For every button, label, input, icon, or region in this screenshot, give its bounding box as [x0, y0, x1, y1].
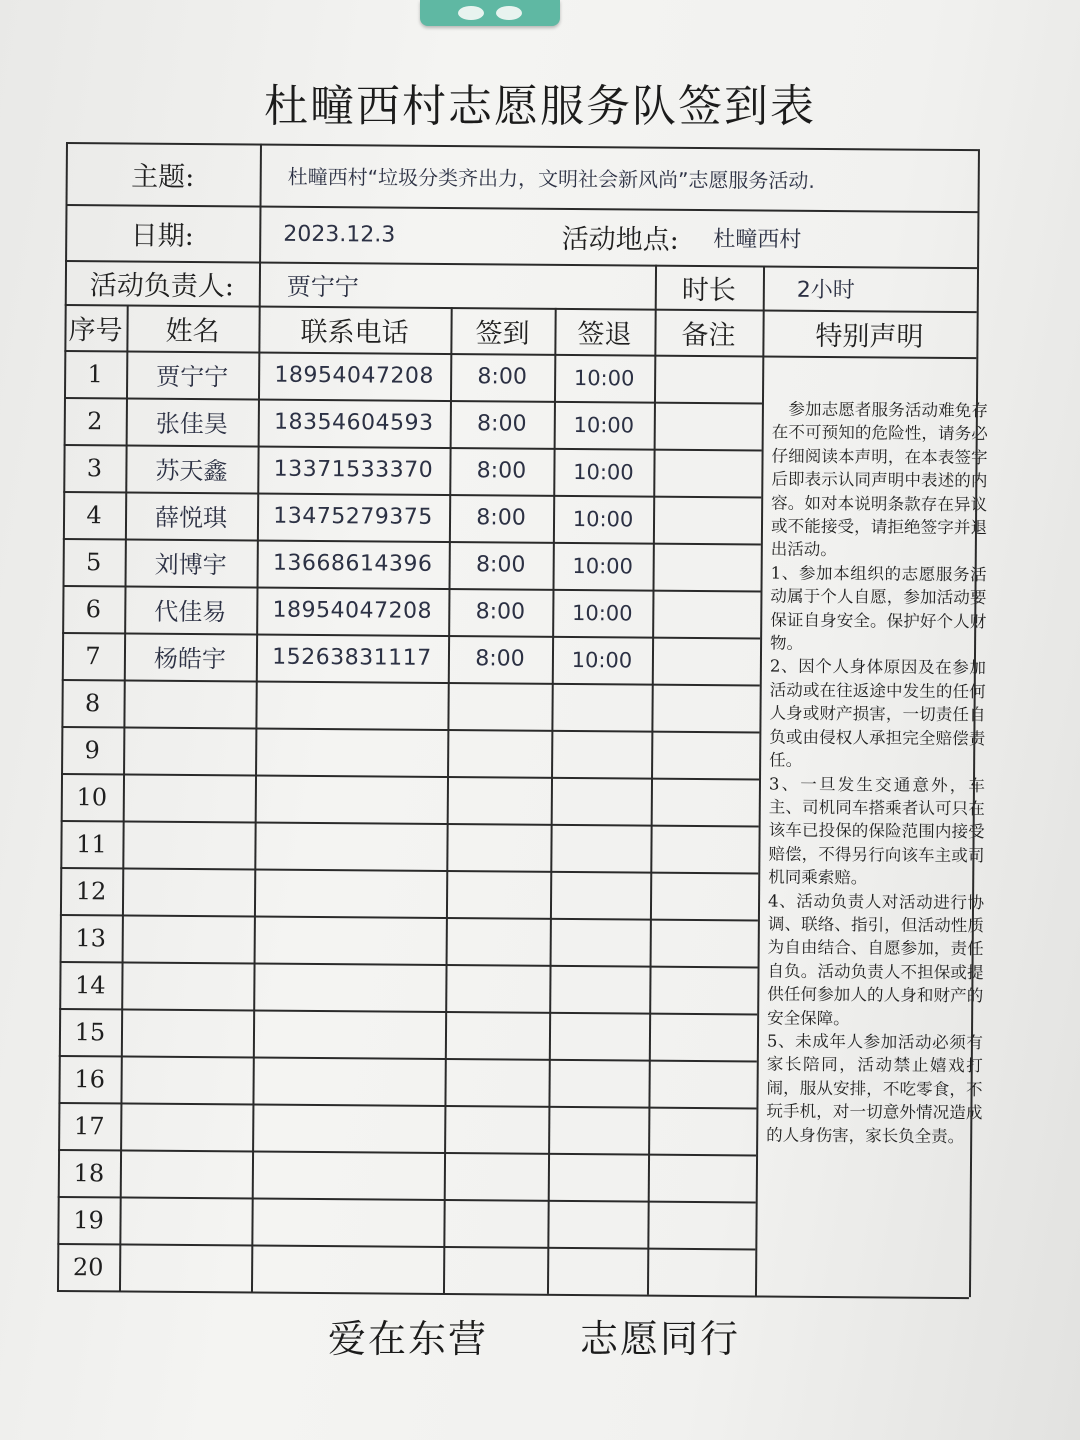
- row-number: 1: [87, 359, 103, 388]
- duration-divider-left: [655, 265, 657, 309]
- row-phone: 18954047208: [274, 362, 435, 389]
- row-name: 杨皓宇: [153, 644, 227, 674]
- row-phone: [251, 1244, 443, 1293]
- row-number: 18: [73, 1158, 105, 1187]
- row-signin: [445, 964, 549, 1012]
- duration-label: 时长: [681, 274, 736, 306]
- row-phone: [251, 1197, 443, 1246]
- row-signout: [550, 824, 650, 872]
- row-phone: [253, 962, 445, 1011]
- row-name: [123, 726, 255, 774]
- row-number: 7: [85, 641, 101, 670]
- form-title: 杜疃西村志愿服务队签到表: [264, 81, 816, 132]
- col-phone-header: 联系电话: [300, 316, 409, 349]
- row-signout: [547, 1200, 647, 1248]
- row-signout: [548, 1059, 648, 1107]
- row-name: [119, 1196, 251, 1244]
- row-signin: [447, 776, 551, 824]
- row-phone: 13475279375: [273, 503, 433, 530]
- duration-value: 2小时: [796, 277, 855, 303]
- row-phone: [252, 1150, 444, 1199]
- row-number: 9: [84, 735, 100, 764]
- row-name: [120, 1055, 252, 1103]
- row-signout: [547, 1247, 647, 1295]
- statement-paragraph: 5、未成年人参加活动必须有家长陪同，活动禁止嬉戏打闹，服从安排，不吃零食，不玩手机，对一切意外情况造成的人身伤害，家长负全责。: [766, 1031, 984, 1146]
- row-signin: 8:00: [476, 458, 527, 484]
- row-signout: 10:00: [572, 553, 634, 578]
- row-number: 6: [85, 594, 102, 623]
- row-signin: [444, 1105, 548, 1153]
- row-number: 12: [75, 876, 107, 905]
- row-phone: 13668614396: [272, 550, 433, 577]
- row-signout: 10:00: [573, 412, 635, 437]
- col-no-header: 序号: [68, 314, 123, 346]
- row-signout: [550, 871, 650, 919]
- row-name: 刘博宇: [154, 550, 227, 580]
- row-phone: [252, 1103, 444, 1152]
- theme-label: 主题:: [131, 161, 195, 193]
- row-signin: 8:00: [475, 646, 525, 672]
- statement-paragraph: 参加志愿者服务活动难免存在不可预知的危险性，请务必仔细阅读本声明，在本表签字后即表示认同声明中表述的内容。如对本说明条款存在异议或不能接受，请拒绝签字并退出活动。: [770, 399, 988, 560]
- row-phone: [255, 775, 447, 824]
- row-phone: 13371533370: [273, 456, 434, 483]
- column-rule: [755, 309, 765, 1295]
- row-phone: [255, 681, 447, 730]
- row-signout: [549, 965, 649, 1013]
- row-signout: [551, 683, 651, 731]
- row-number: 4: [86, 500, 102, 529]
- row-number: 3: [86, 453, 103, 482]
- row-phone: [255, 728, 447, 777]
- row-name: [120, 1149, 252, 1197]
- row-phone: 18954047208: [272, 597, 433, 624]
- row-number: 8: [84, 688, 101, 717]
- col-statement-header: 特别声明: [815, 320, 924, 353]
- row-number: 11: [76, 829, 107, 858]
- row-number: 17: [73, 1111, 105, 1140]
- statement-paragraph: 3、一旦发生交通意外，车主、司机同车搭乘者认可只在该车已投保的保险范围内接受赔偿，不得另行向该车主或司机同乘索赔。: [768, 774, 986, 888]
- location-value: 杜疃西村: [713, 226, 802, 253]
- row-phone: [254, 822, 446, 871]
- row-phone: [254, 869, 446, 918]
- row-signout: [551, 730, 651, 778]
- row-name: 苏天鑫: [155, 456, 228, 486]
- row-phone: 18354604593: [273, 409, 434, 436]
- col-signin-header: 签到: [475, 317, 530, 350]
- row-signout: 10:00: [571, 647, 633, 672]
- statement-paragraph: 1、参加本组织的志愿服务活动属于个人自愿，参加活动要保证自身安全。保护好个人财物。: [770, 563, 987, 653]
- label-divider: [259, 144, 262, 306]
- row-name: [121, 961, 253, 1009]
- row-signin: [446, 823, 550, 871]
- row-phone: [253, 1009, 445, 1058]
- date-label: 日期:: [130, 220, 194, 252]
- row-signout: [550, 918, 650, 966]
- row-signin: 8:00: [475, 599, 526, 625]
- row-signin: [446, 870, 550, 918]
- col-remark-header: 备注: [681, 319, 736, 351]
- row-name: [122, 820, 254, 868]
- col-name-header: 姓名: [165, 315, 220, 347]
- row-number: 10: [76, 782, 108, 811]
- row-name: 薛悦琪: [154, 503, 228, 533]
- row-name: [123, 679, 255, 727]
- row-name: [120, 1102, 252, 1150]
- row-signout: 10:00: [571, 600, 633, 625]
- row-signout: [548, 1106, 648, 1154]
- row-name: [122, 914, 254, 962]
- col-signout-header: 签退: [577, 318, 632, 350]
- row-number: 2: [87, 406, 103, 435]
- row-signin: [444, 1058, 548, 1106]
- row-signin: 8:00: [477, 364, 527, 390]
- binder-clip: [420, 0, 560, 26]
- row-signin: 8:00: [476, 505, 526, 531]
- row-phone: 15263831117: [272, 644, 432, 671]
- row-name: 贾宁宁: [156, 362, 229, 392]
- special-statement: [766, 398, 988, 1149]
- row-signin: [443, 1199, 547, 1247]
- row-signin: [447, 682, 551, 730]
- row-signout: [548, 1153, 648, 1201]
- row-signout: 10:00: [573, 459, 634, 484]
- row-number: 20: [72, 1252, 104, 1281]
- statement-paragraph: 4、活动负责人对活动进行协调、联络、指引，但活动性质为自由结合、自愿参加，责任自负。活动负责人不担保或提供任何参加人的人身和财产的安全保障。: [767, 891, 985, 1028]
- row-name: [122, 867, 254, 915]
- date-value: 2023.12.3: [283, 221, 396, 248]
- slogan-right: 志愿同行: [580, 1317, 741, 1361]
- row-signout: 10:00: [572, 506, 634, 531]
- row-name: [121, 1008, 253, 1056]
- row-name: [119, 1243, 251, 1291]
- slogan-left: 爱在东营: [328, 1317, 489, 1361]
- row-signout: [551, 777, 651, 825]
- row-signout: [549, 1012, 649, 1060]
- row-signin: [444, 1152, 548, 1200]
- location-label: 活动地点:: [561, 223, 679, 256]
- row-name: 代佳易: [154, 597, 227, 627]
- row-number: 15: [74, 1017, 106, 1046]
- row-phone: [254, 915, 446, 964]
- row-name: 张佳昊: [155, 409, 228, 439]
- row-number: 16: [74, 1064, 106, 1093]
- row-signout: 10:00: [573, 365, 635, 390]
- row-signin: 8:00: [476, 411, 527, 437]
- row-name: [123, 773, 255, 821]
- row-signin: [445, 1011, 549, 1059]
- duration-divider-right: [763, 265, 765, 309]
- row-number: 14: [74, 970, 106, 999]
- row-signin: [446, 917, 550, 965]
- statement-paragraph: 2、因个人身体原因及在参加活动或在往返途中发生的任何人身或财产损害，一切责任自负或由侵权人承担完全赔偿责任。: [769, 657, 986, 770]
- row-signin: 8:00: [475, 552, 526, 578]
- row-number: 13: [75, 923, 107, 952]
- leader-label: 活动负责人:: [89, 269, 235, 302]
- row-number: 19: [73, 1205, 104, 1234]
- row-signin: [447, 729, 551, 777]
- row-number: 5: [85, 547, 102, 576]
- theme-value: 杜疃西村“垃圾分类齐出力，文明社会新风尚”志愿服务活动.: [287, 164, 815, 193]
- row-signin: [443, 1246, 547, 1294]
- row-phone: [252, 1056, 444, 1105]
- leader-value: 贾宁宁: [286, 272, 359, 301]
- signin-table: [57, 142, 988, 1299]
